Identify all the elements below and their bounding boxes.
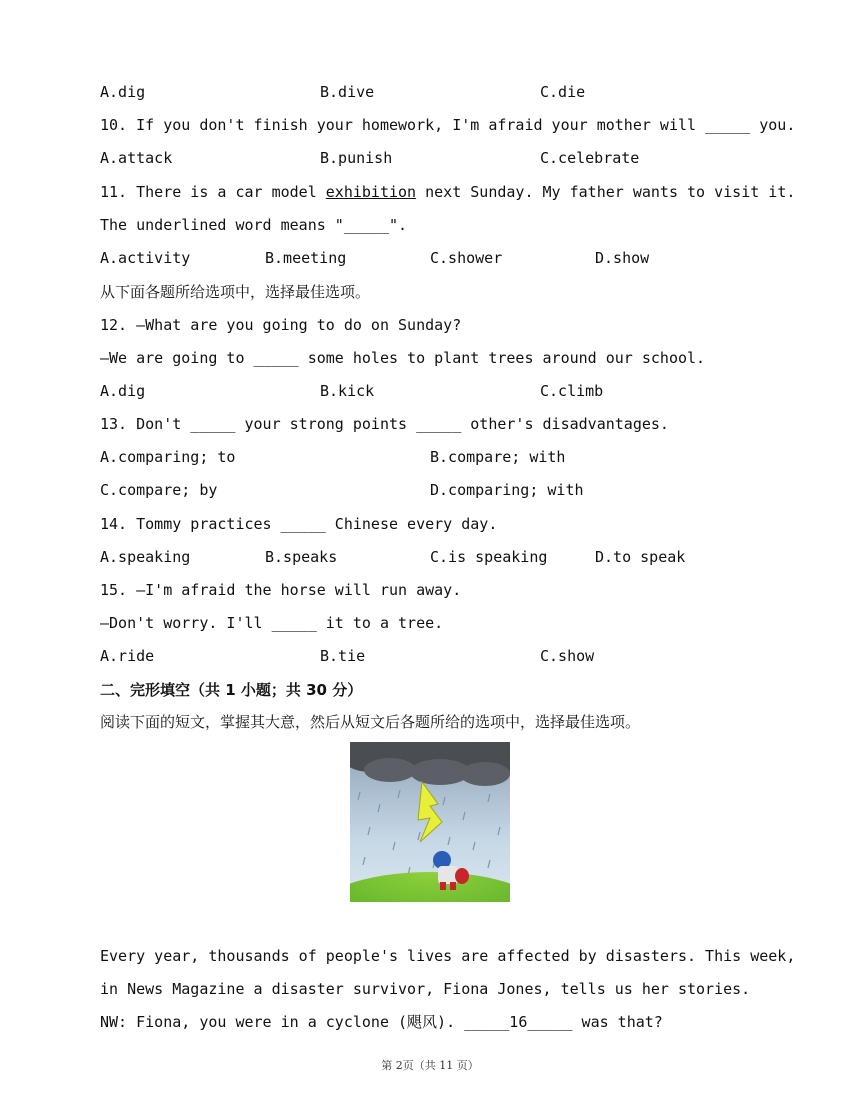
q15-line1: 15. —I'm afraid the horse will run away. bbox=[100, 581, 462, 599]
page-footer: 第 2页（共 11 页） bbox=[381, 1059, 479, 1072]
q12-option-b: B.kick bbox=[320, 382, 375, 400]
q9-option-b: B.dive bbox=[320, 83, 375, 101]
q15-option-a: A.ride bbox=[100, 647, 155, 665]
storm-illustration bbox=[350, 742, 510, 902]
instruction: 从下面各题所给选项中，选择最佳选项。 bbox=[100, 283, 371, 301]
q11-option-d: D.show bbox=[595, 249, 650, 267]
q11-underlined-word: exhibition bbox=[325, 183, 417, 201]
q14-stem: 14. Tommy practices _____ Chinese every day. bbox=[100, 515, 498, 533]
q14-option-c: C.is speaking bbox=[430, 548, 548, 566]
q13-option-d: D.comparing; with bbox=[430, 481, 584, 499]
q15-option-c: C.show bbox=[540, 647, 595, 665]
q15-option-b: B.tie bbox=[320, 647, 366, 665]
section-heading: 二、完形填空（共 1 小题；共 30 分） bbox=[100, 681, 363, 699]
q10-option-b: B.punish bbox=[320, 149, 393, 167]
q14-option-d: D.to speak bbox=[595, 548, 686, 566]
q14-option-a: A.speaking bbox=[100, 548, 191, 566]
passage-line-3: NW: Fiona, you were in a cyclone (飓风). _____16_____ was that? bbox=[100, 1013, 663, 1031]
q13-stem: 13. Don't _____ your strong points _____ other's disadvantages. bbox=[100, 415, 669, 433]
q11-option-b: B.meeting bbox=[265, 249, 347, 267]
q10-stem: 10. If you don't finish your homework, I'm afraid your mother will _____ you. bbox=[100, 116, 796, 134]
section-instruction: 阅读下面的短文，掌握其大意，然后从短文后各题所给的选项中，选择最佳选项。 bbox=[100, 713, 641, 731]
q13-option-a: A.comparing; to bbox=[100, 448, 236, 466]
q12-line2: —We are going to _____ some holes to plant trees around our school. bbox=[100, 349, 706, 367]
q11-stem-pre: 11. There is a car model bbox=[100, 183, 326, 201]
q12-option-a: A.dig bbox=[100, 382, 146, 400]
q11-option-c: C.shower bbox=[430, 249, 503, 267]
q10-option-c: C.celebrate bbox=[540, 149, 640, 167]
q12-line1: 12. —What are you going to do on Sunday? bbox=[100, 316, 462, 334]
q10-option-a: A.attack bbox=[100, 149, 173, 167]
q14-option-b: B.speaks bbox=[265, 548, 338, 566]
passage-line-2: in News Magazine a disaster survivor, Fiona Jones, tells us her stories. bbox=[100, 980, 751, 998]
q9-option-c: C.die bbox=[540, 83, 586, 101]
q9-option-a: A.dig bbox=[100, 83, 146, 101]
q13-option-b: B.compare; with bbox=[430, 448, 566, 466]
passage-line-1: Every year, thousands of people's lives are affected by disasters. This week, bbox=[100, 947, 796, 965]
q11-stem-line2: The underlined word means "_____". bbox=[100, 216, 408, 234]
q11-stem-post: next Sunday. My father wants to visit it. bbox=[416, 183, 796, 201]
q15-line2: —Don't worry. I'll _____ it to a tree. bbox=[100, 614, 444, 632]
q11-option-a: A.activity bbox=[100, 249, 191, 267]
q12-option-c: C.climb bbox=[540, 382, 604, 400]
q11-stem bbox=[100, 182, 795, 202]
q13-option-c: C.compare; by bbox=[100, 481, 218, 499]
